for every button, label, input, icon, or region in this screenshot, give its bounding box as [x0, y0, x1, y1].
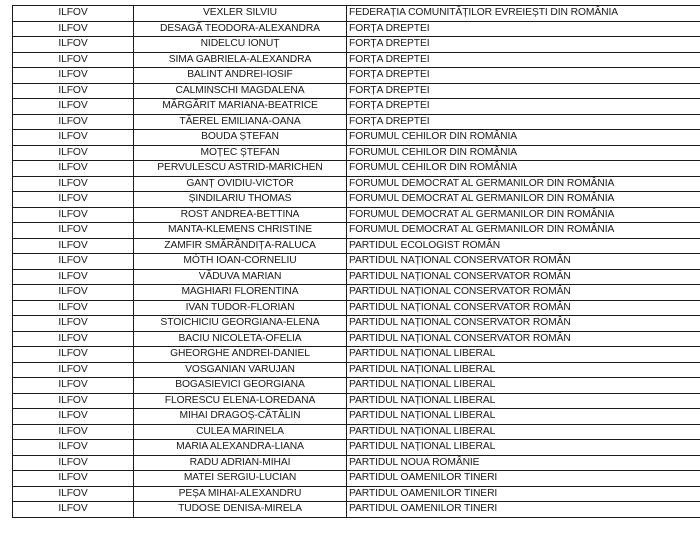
candidate-name-cell: MARIA ALEXANDRA-LIANA [134, 440, 347, 456]
party-cell: PARTIDUL OAMENILOR TINERI [347, 502, 700, 518]
party-cell: FORȚA DREPTEI [347, 21, 700, 37]
party-cell: PARTIDUL NAȚIONAL CONSERVATOR ROMÂN [347, 300, 700, 316]
table-row [13, 471, 700, 487]
candidate-name-cell: MOȚEC ȘTEFAN [134, 145, 347, 161]
candidate-name-cell: VEXLER SILVIU [134, 6, 347, 22]
candidate-name-cell: DESAGĂ TEODORA-ALEXANDRA [134, 21, 347, 37]
table-row [13, 254, 700, 270]
candidate-name-cell: ȘINDILARIU THOMAS [134, 192, 347, 208]
candidate-name-cell: MIHAI DRAGOȘ-CĂTĂLIN [134, 409, 347, 425]
county-cell: ILFOV [13, 331, 134, 347]
table-row [13, 362, 700, 378]
party-cell: FORUMUL CEHILOR DIN ROMÂNIA [347, 145, 700, 161]
county-cell: ILFOV [13, 316, 134, 332]
table-row [13, 176, 700, 192]
county-cell: ILFOV [13, 486, 134, 502]
county-cell: ILFOV [13, 145, 134, 161]
candidate-name-cell: ZAMFIR SMĂRĂNDIȚA-RALUCA [134, 238, 347, 254]
table-row [13, 455, 700, 471]
candidate-name-cell: MATEI SERGIU-LUCIAN [134, 471, 347, 487]
table-row [13, 502, 700, 518]
table-row [13, 21, 700, 37]
county-cell: ILFOV [13, 223, 134, 239]
party-cell: FORȚA DREPTEI [347, 52, 700, 68]
county-cell: ILFOV [13, 161, 134, 177]
table-row [13, 316, 700, 332]
table-row [13, 6, 700, 22]
party-cell: PARTIDUL NAȚIONAL CONSERVATOR ROMÂN [347, 331, 700, 347]
candidate-name-cell: BALINT ANDREI-IOSIF [134, 68, 347, 84]
county-cell: ILFOV [13, 409, 134, 425]
party-cell: PARTIDUL NAȚIONAL LIBERAL [347, 440, 700, 456]
table-row [13, 486, 700, 502]
county-cell: ILFOV [13, 424, 134, 440]
candidate-name-cell: ROST ANDREA-BETTINA [134, 207, 347, 223]
party-cell: FORȚA DREPTEI [347, 68, 700, 84]
party-cell: FORȚA DREPTEI [347, 114, 700, 130]
county-cell: ILFOV [13, 285, 134, 301]
candidate-name-cell: IVAN TUDOR-FLORIAN [134, 300, 347, 316]
party-cell: PARTIDUL NAȚIONAL CONSERVATOR ROMÂN [347, 316, 700, 332]
table-row [13, 440, 700, 456]
county-cell: ILFOV [13, 440, 134, 456]
party-cell: FORUMUL DEMOCRAT AL GERMANILOR DIN ROMÂNIA [347, 176, 700, 192]
table-row [13, 331, 700, 347]
party-cell: PARTIDUL NOUA ROMÂNIE [347, 455, 700, 471]
table-row [13, 409, 700, 425]
party-cell: PARTIDUL NAȚIONAL LIBERAL [347, 393, 700, 409]
county-cell: ILFOV [13, 83, 134, 99]
candidate-name-cell: STOICHICIU GEORGIANA-ELENA [134, 316, 347, 332]
party-cell: FORȚA DREPTEI [347, 83, 700, 99]
table-row [13, 238, 700, 254]
table-row [13, 83, 700, 99]
candidate-name-cell: MANTA-KLEMENS CHRISTINE [134, 223, 347, 239]
party-cell: FORUMUL CEHILOR DIN ROMÂNIA [347, 130, 700, 146]
county-cell: ILFOV [13, 362, 134, 378]
table-row [13, 130, 700, 146]
candidate-name-cell: CALMINSCHI MAGDALENA [134, 83, 347, 99]
candidate-name-cell: PEȘA MIHAI-ALEXANDRU [134, 486, 347, 502]
party-cell: PARTIDUL NAȚIONAL CONSERVATOR ROMÂN [347, 285, 700, 301]
candidate-name-cell: VOSGANIAN VARUJAN [134, 362, 347, 378]
candidate-name-cell: VĂDUVA MARIAN [134, 269, 347, 285]
county-cell: ILFOV [13, 21, 134, 37]
table-row [13, 114, 700, 130]
candidate-name-cell: BOUDA ȘTEFAN [134, 130, 347, 146]
table-row [13, 424, 700, 440]
table-row [13, 192, 700, 208]
party-cell: FORȚA DREPTEI [347, 99, 700, 115]
party-cell: PARTIDUL NAȚIONAL CONSERVATOR ROMÂN [347, 269, 700, 285]
county-cell: ILFOV [13, 393, 134, 409]
table-row [13, 52, 700, 68]
table-row [13, 347, 700, 363]
party-cell: PARTIDUL NAȚIONAL LIBERAL [347, 347, 700, 363]
candidate-name-cell: RADU ADRIAN-MIHAI [134, 455, 347, 471]
candidate-name-cell: BOGASIEVICI GEORGIANA [134, 378, 347, 394]
county-cell: ILFOV [13, 114, 134, 130]
party-cell: PARTIDUL NAȚIONAL LIBERAL [347, 378, 700, 394]
table-row [13, 269, 700, 285]
candidate-name-cell: GHEORGHE ANDREI-DANIEL [134, 347, 347, 363]
county-cell: ILFOV [13, 192, 134, 208]
table-row [13, 285, 700, 301]
party-cell: PARTIDUL NAȚIONAL LIBERAL [347, 424, 700, 440]
candidate-name-cell: FLORESCU ELENA-LOREDANA [134, 393, 347, 409]
county-cell: ILFOV [13, 99, 134, 115]
county-cell: ILFOV [13, 52, 134, 68]
county-cell: ILFOV [13, 378, 134, 394]
party-cell: FORUMUL CEHILOR DIN ROMÂNIA [347, 161, 700, 177]
party-cell: PARTIDUL ECOLOGIST ROMÂN [347, 238, 700, 254]
candidate-name-cell: GANȚ OVIDIU-VICTOR [134, 176, 347, 192]
party-cell: PARTIDUL OAMENILOR TINERI [347, 471, 700, 487]
county-cell: ILFOV [13, 502, 134, 518]
candidate-name-cell: MAGHIARI FLORENTINA [134, 285, 347, 301]
county-cell: ILFOV [13, 130, 134, 146]
candidate-name-cell: CULEA MARINELA [134, 424, 347, 440]
table-row [13, 378, 700, 394]
county-cell: ILFOV [13, 6, 134, 22]
candidate-name-cell: TUDOSE DENISA-MIRELA [134, 502, 347, 518]
party-cell: PARTIDUL OAMENILOR TINERI [347, 486, 700, 502]
candidates-table [12, 5, 700, 518]
table-row [13, 99, 700, 115]
table-row [13, 68, 700, 84]
party-cell: PARTIDUL NAȚIONAL LIBERAL [347, 409, 700, 425]
candidate-name-cell: SIMA GABRIELA-ALEXANDRA [134, 52, 347, 68]
county-cell: ILFOV [13, 37, 134, 53]
table-row [13, 145, 700, 161]
party-cell: FEDERAȚIA COMUNITĂȚILOR EVREIEȘTI DIN ROMÂNIA [347, 6, 700, 22]
county-cell: ILFOV [13, 269, 134, 285]
county-cell: ILFOV [13, 471, 134, 487]
county-cell: ILFOV [13, 300, 134, 316]
county-cell: ILFOV [13, 207, 134, 223]
party-cell: FORUMUL DEMOCRAT AL GERMANILOR DIN ROMÂNIA [347, 207, 700, 223]
party-cell: FORUMUL DEMOCRAT AL GERMANILOR DIN ROMÂNIA [347, 223, 700, 239]
county-cell: ILFOV [13, 176, 134, 192]
county-cell: ILFOV [13, 238, 134, 254]
candidate-name-cell: TĂEREL EMILIANA-OANA [134, 114, 347, 130]
table-row [13, 223, 700, 239]
county-cell: ILFOV [13, 347, 134, 363]
party-cell: PARTIDUL NAȚIONAL LIBERAL [347, 362, 700, 378]
candidates-table-body [13, 6, 700, 518]
candidate-name-cell: BACIU NICOLETA-OFELIA [134, 331, 347, 347]
table-row [13, 37, 700, 53]
party-cell: FORUMUL DEMOCRAT AL GERMANILOR DIN ROMÂNIA [347, 192, 700, 208]
party-cell: FORȚA DREPTEI [347, 37, 700, 53]
county-cell: ILFOV [13, 254, 134, 270]
table-row [13, 161, 700, 177]
table-row [13, 300, 700, 316]
candidate-name-cell: MĂRGĂRIT MARIANA-BEATRICE [134, 99, 347, 115]
county-cell: ILFOV [13, 455, 134, 471]
candidate-name-cell: NIDELCU IONUȚ [134, 37, 347, 53]
table-row [13, 207, 700, 223]
party-cell: PARTIDUL NAȚIONAL CONSERVATOR ROMÂN [347, 254, 700, 270]
table-row [13, 393, 700, 409]
candidate-name-cell: PERVULESCU ASTRID-MARICHEN [134, 161, 347, 177]
candidate-name-cell: MÓTH IOAN-CORNELIU [134, 254, 347, 270]
county-cell: ILFOV [13, 68, 134, 84]
